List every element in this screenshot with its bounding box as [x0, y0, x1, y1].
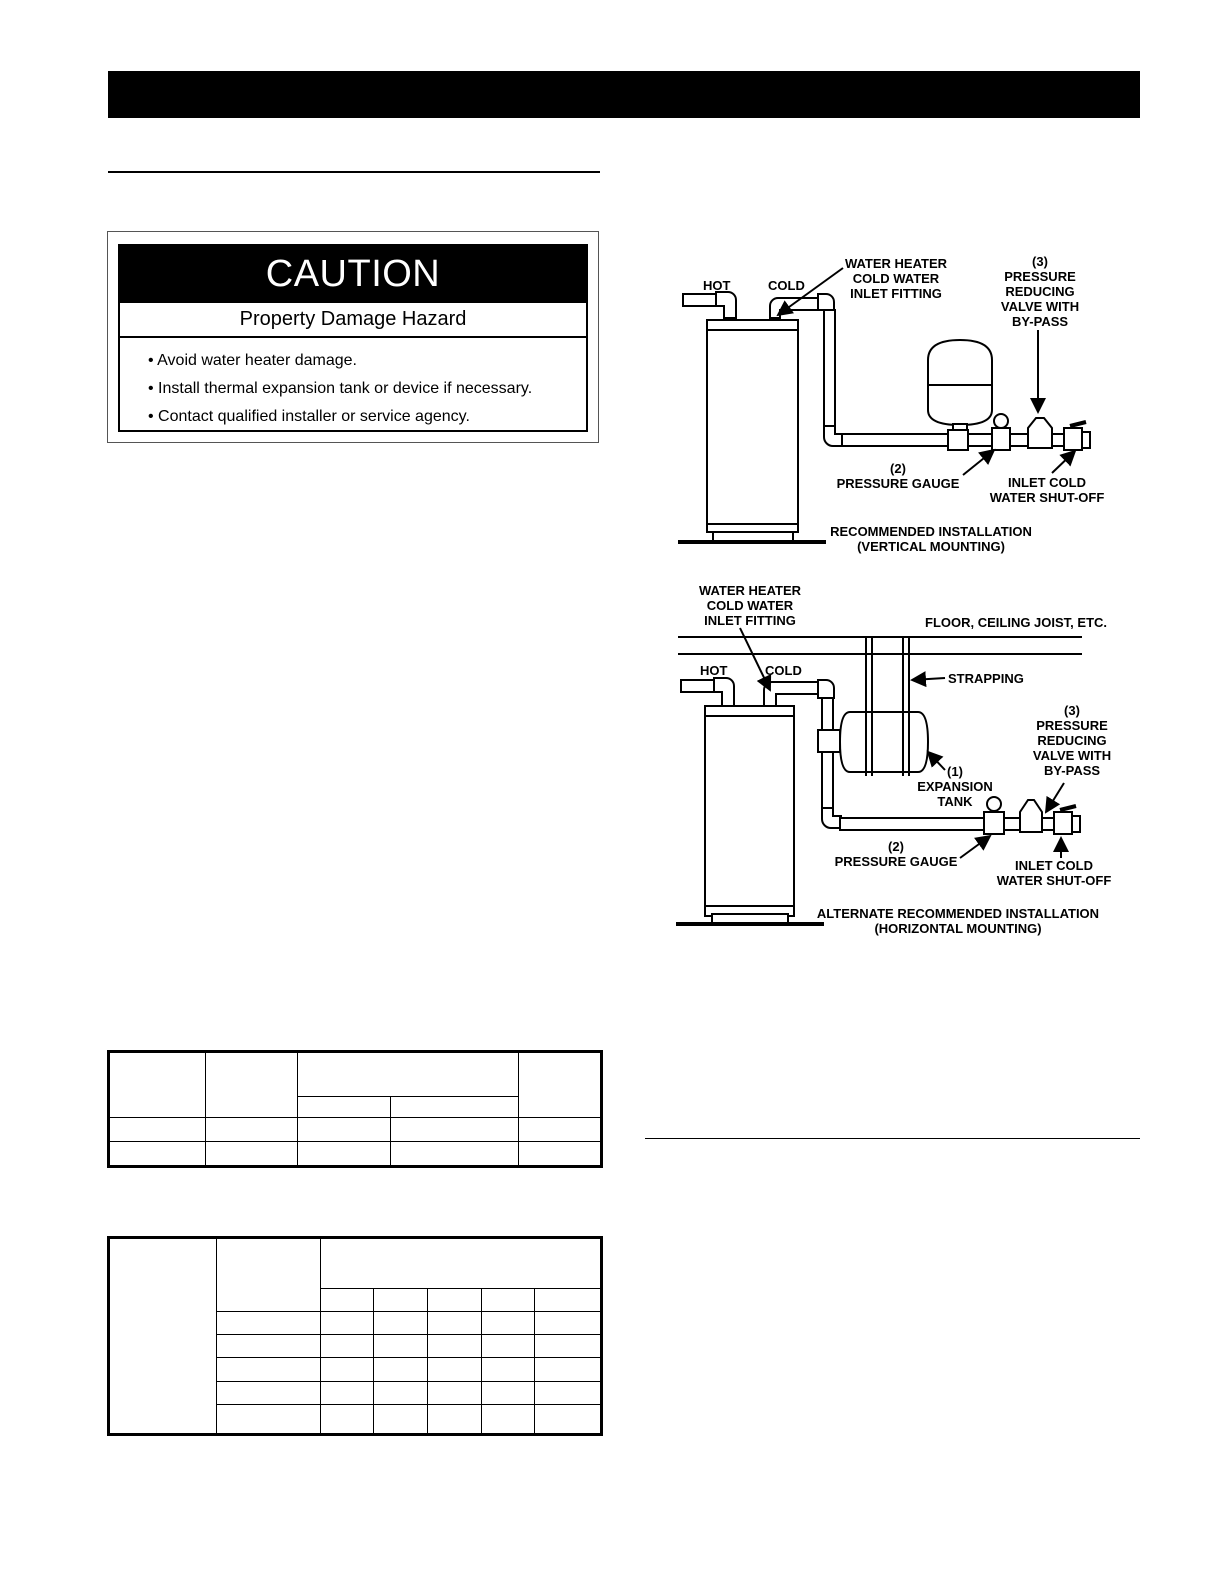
- caution-signal-word: CAUTION: [120, 246, 586, 303]
- water-heater-tank: [707, 320, 798, 541]
- fig1-prv-label: (3) PRESSURE REDUCING VALVE WITH BY-PASS: [1000, 254, 1080, 329]
- caution-item: • Avoid water heater damage.: [148, 352, 357, 369]
- expansion-tank-vertical: [928, 340, 992, 434]
- fig1-cold-label: COLD: [768, 278, 805, 293]
- fig1-hot-label: HOT: [703, 278, 731, 293]
- caution-item: • Contact qualified installer or service agency.: [148, 408, 470, 425]
- fig2-strapping-label: STRAPPING: [948, 671, 1024, 686]
- hot-pipe-2: [681, 678, 734, 706]
- fig1-shutoff-label: INLET COLD WATER SHUT-OFF: [989, 475, 1105, 505]
- expansion-tank-horizontal: [840, 712, 928, 772]
- fig2-cold-label: COLD: [765, 663, 802, 678]
- fig2-hot-label: HOT: [700, 663, 728, 678]
- caution-hazard-title: Property Damage Hazard: [120, 303, 586, 338]
- fig2-caption: ALTERNATE RECOMMENDED INSTALLATION (HORIZONTAL MOUNTING): [816, 906, 1100, 936]
- caution-item: • Install thermal expansion tank or device if necessary.: [148, 380, 533, 397]
- fig1-gauge-label: (2) PRESSURE GAUGE: [836, 461, 960, 491]
- fig1-caption: RECOMMENDED INSTALLATION (VERTICAL MOUNTING): [830, 524, 1032, 554]
- ceiling-joist: [678, 637, 1082, 654]
- water-heater-tank-2: [705, 706, 794, 923]
- fig2-ceiling-label: FLOOR, CEILING JOIST, ETC.: [925, 615, 1108, 630]
- fig2-shutoff-label: INLET COLD WATER SHUT-OFF: [996, 858, 1112, 888]
- fig2-gauge-label: (2) PRESSURE GAUGE: [834, 839, 958, 869]
- fig2-expansion-tank-label: (1) EXPANSION TANK: [917, 764, 993, 809]
- fig2-inlet-fitting-label: WATER HEATER COLD WATER INLET FITTING: [698, 583, 802, 628]
- hot-pipe: [683, 292, 736, 318]
- fig1-inlet-fitting-label: WATER HEATER COLD WATER INLET FITTING: [844, 256, 948, 301]
- fig2-prv-label: (3) PRESSURE REDUCING VALVE WITH BY-PASS: [1032, 703, 1112, 778]
